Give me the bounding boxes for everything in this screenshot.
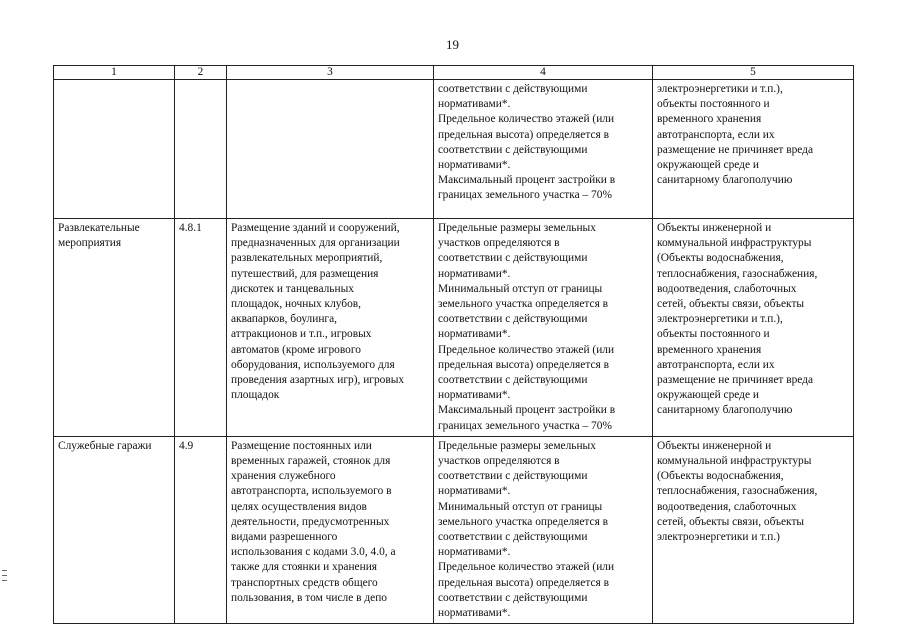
use-name-cell: Служебные гаражи <box>54 436 175 623</box>
cell-text-line: водоотведения, слаботочных <box>657 500 797 513</box>
cell-text-line: использования с кодами 3.0, 4.0, а <box>231 546 396 559</box>
cell-text-line: соответствии с действующими <box>438 374 588 387</box>
cell-text-line: аттракционов и т.п., игровых <box>231 328 372 341</box>
cell-text-line: нормативами*. <box>438 485 511 498</box>
header-col-1: 1 <box>54 66 175 80</box>
cell-text-line: участков определяются в <box>438 237 560 250</box>
cell-text-line: соответствии с действующими <box>438 531 588 544</box>
cell-text-line: нормативами*. <box>438 607 511 620</box>
cell-text-line: Максимальный процент застройки в <box>438 404 616 417</box>
cell-text-line: Объекты инженерной и <box>657 439 772 452</box>
cell-text-line: участков определяются в <box>438 455 560 468</box>
cell-text-line: предназначенных для организации <box>231 237 400 250</box>
use-name-cell: Развлекательные мероприятия <box>54 219 175 437</box>
cell-text-line: Размещение зданий и сооружений, <box>231 222 400 234</box>
cell-text-line: границах земельного участка – 70% <box>438 189 612 202</box>
use-description-cell <box>227 80 434 219</box>
cell-text-line: земельного участка определяется в <box>438 515 609 528</box>
table-row <box>54 80 854 219</box>
cell-text-line: водоотведения, слаботочных <box>657 282 797 295</box>
zoning-table <box>53 65 854 624</box>
cell-text-line: коммунальной инфраструктуры <box>657 237 812 250</box>
cell-text-line: автоматов (кроме игрового <box>231 343 361 356</box>
cell-text-line: Размещение постоянных или <box>231 439 372 452</box>
cell-text-line: транспортных средств общего <box>231 576 378 589</box>
cell-text-line: Объекты инженерной и <box>657 222 772 234</box>
use-name-cell <box>54 80 175 219</box>
parameters-cell <box>434 219 653 437</box>
cell-text-line: размещение не причиняет вреда <box>657 143 814 156</box>
header-col-5: 5 <box>653 66 854 80</box>
cell-text-line: проведения азартных игр), игровых <box>231 374 405 387</box>
cell-text-line: нормативами*. <box>438 159 511 172</box>
cell-text-line: также для стоянки и хранения <box>231 561 378 574</box>
table-row <box>54 436 854 623</box>
cell-text-line: целях осуществления видов <box>231 500 367 513</box>
cell-text-line: санитарному благополучию <box>657 174 793 187</box>
cell-text-line: Минимальный отступ от границы <box>438 282 603 295</box>
cell-text-line: деятельности, предусмотренных <box>231 515 390 528</box>
cell-text-line: Предельные размеры земельных <box>438 439 596 452</box>
cell-text-line: нормативами*. <box>438 328 511 341</box>
cell-text-line: соответствии с действующими <box>438 143 588 156</box>
cell-text-line: оборудования, используемого для <box>231 358 395 371</box>
cell-text-line: Предельные размеры земельных <box>438 222 596 234</box>
cell-text-line: дискотек и танцевальных <box>231 282 354 295</box>
cell-text-line: площадок <box>231 389 280 402</box>
parameters-cell <box>434 436 653 623</box>
page-number: 19 <box>446 37 459 52</box>
cell-text-line: окружающей среде и <box>657 389 759 402</box>
cell-text-line: Минимальный отступ от границы <box>438 500 603 513</box>
cell-text-line: электроэнергетики и т.п.), <box>657 83 783 95</box>
cell-text-line: Предельное количество этажей (или <box>438 343 615 356</box>
cell-text-line: соответствии с действующими <box>438 83 588 95</box>
cell-text-line: коммунальной инфраструктуры <box>657 455 812 468</box>
cell-text-line: временного хранения <box>657 113 762 126</box>
header-col-2: 2 <box>175 66 227 80</box>
use-code-cell: 4.9 <box>175 436 227 623</box>
cell-text-line: нормативами*. <box>438 546 511 559</box>
cell-text-line: объекты постоянного и <box>657 98 770 111</box>
parameters-cell <box>434 80 653 219</box>
cell-text-line: путешествий, для размещения <box>231 267 379 280</box>
margin-mark <box>2 570 7 571</box>
cell-text-line: размещение не причиняет вреда <box>657 374 814 387</box>
cell-text-line: автотранспорта, если их <box>657 358 775 371</box>
margin-mark <box>2 575 7 576</box>
cell-text-line: сетей, объекты связи, объекты <box>657 515 805 528</box>
cell-text-line: автотранспорта, используемого в <box>231 485 392 498</box>
auxiliary-uses-cell <box>653 436 854 623</box>
cell-text-line: автотранспорта, если их <box>657 128 775 141</box>
cell-text-line: (Объекты водоснабжения, <box>657 252 784 265</box>
cell-text-line: Предельное количество этажей (или <box>438 561 615 574</box>
cell-text-line: нормативами*. <box>438 98 511 111</box>
cell-text-line: соответствии с действующими <box>438 591 588 604</box>
cell-text-line: площадок, ночных клубов, <box>231 298 362 311</box>
cell-text-line: предельная высота) определяется в <box>438 576 609 589</box>
cell-text-line: видами разрешенного <box>231 531 338 544</box>
cell-text-line: (Объекты водоснабжения, <box>657 470 784 483</box>
table-row <box>54 219 854 437</box>
header-col-4: 4 <box>434 66 653 80</box>
cell-text-line: нормативами*. <box>438 389 511 402</box>
use-description-cell <box>227 219 434 437</box>
cell-text-line: нормативами*. <box>438 267 511 280</box>
cell-text-line: электроэнергетики и т.п.), <box>657 313 783 326</box>
cell-text-line: сетей, объекты связи, объекты <box>657 298 805 311</box>
cell-text-line: объекты постоянного и <box>657 328 770 341</box>
use-code-cell: 4.8.1 <box>175 219 227 437</box>
cell-text-line: соответствии с действующими <box>438 252 588 265</box>
cell-text-line: предельная высота) определяется в <box>438 358 609 371</box>
cell-text-line: теплоснабжения, газоснабжения, <box>657 267 818 280</box>
margin-marks <box>2 570 8 585</box>
cell-text-line: временных гаражей, стоянок для <box>231 455 391 468</box>
cell-text-line: окружающей среде и <box>657 159 759 172</box>
cell-text-line: развлекательных мероприятий, <box>231 252 383 265</box>
use-description-cell <box>227 436 434 623</box>
cell-text-line: Предельное количество этажей (или <box>438 113 615 126</box>
header-col-3: 3 <box>227 66 434 80</box>
cell-text-line: земельного участка определяется в <box>438 298 609 311</box>
header-row <box>54 66 854 80</box>
cell-text-line: электроэнергетики и т.п.) <box>657 531 780 544</box>
cell-text-line: Максимальный процент застройки в <box>438 174 616 187</box>
cell-text-line: границах земельного участка – 70% <box>438 419 612 432</box>
auxiliary-uses-cell <box>653 80 854 219</box>
cell-text-line: санитарному благополучию <box>657 404 793 417</box>
cell-text-line: соответствии с действующими <box>438 470 588 483</box>
cell-text-line: предельная высота) определяется в <box>438 128 609 141</box>
cell-text-line: аквапарков, боулинга, <box>231 313 337 326</box>
cell-text-line: теплоснабжения, газоснабжения, <box>657 485 818 498</box>
cell-text-line: временного хранения <box>657 343 762 356</box>
cell-text-line: хранения служебного <box>231 470 336 483</box>
use-code-cell <box>175 80 227 219</box>
margin-mark <box>2 580 7 581</box>
cell-text-line: соответствии с действующими <box>438 313 588 326</box>
cell-text-line: пользования, в том числе в депо <box>231 591 387 604</box>
auxiliary-uses-cell <box>653 219 854 437</box>
